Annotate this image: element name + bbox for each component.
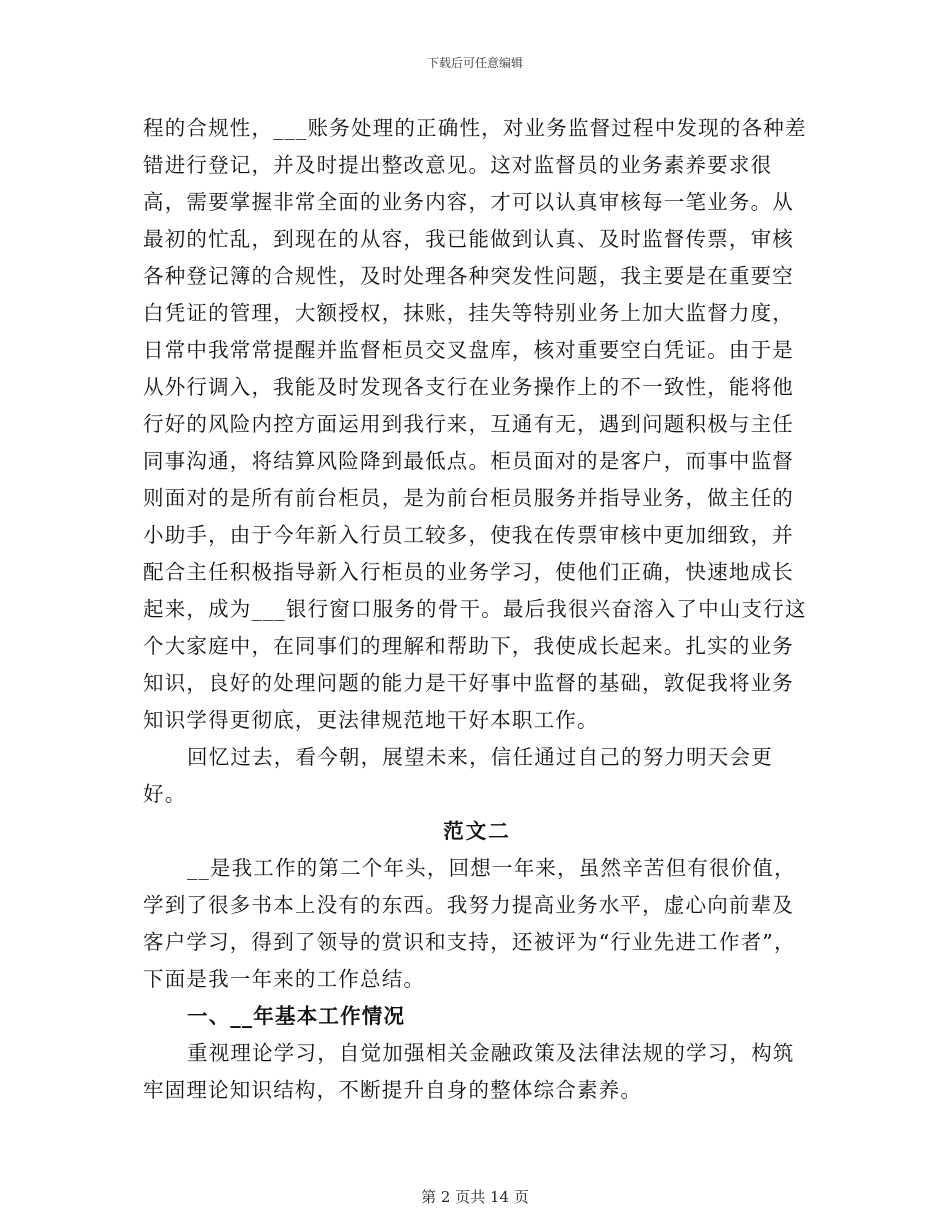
paragraph-closing: 回忆过去，看今朝，展望未来，信任通过自己的努力明天会更好。: [143, 745, 773, 806]
section-title: 范文二: [443, 819, 511, 843]
subsection-heading: 一、__年基本工作情况: [187, 1004, 406, 1028]
page-header: 下载后可任意编辑: [426, 56, 523, 70]
paragraph-theory-study: 重视理论学习，自觉加强相关金融政策及法律法规的学习，构筑牢固理论知识结构，不断提升自身的整体综合素养。: [143, 1041, 795, 1102]
paragraph-continued: 程的合规性，___账务处理的正确性，对业务监督过程中发现的各种差错进行登记，并及时提出整改意见。这对监督员的业务素养要求很高，需要掌握非常全面的业务内容，才可以认真审核每一笔业务。从最初的忙乱，到现在的从容，我已能做到认真、及时监督传票，审核各种登记簿的合规性，及时处理各种突发性问题，我主要是在重要空白凭证的管理，大额授权，抹账，挂失等特别业务上加大监督力度，日常中我常常提醒并监督柜员交叉盘库，核对重要空白凭证。由于是从外行调入，我能及时发现各支行在业务操作上的不一致性，能将他行好的风险内控方面运用到我行来，互通有无，遇到问题积极与主任同事沟通，将结算风险降到最低点。柜员面对的是客户，而事中监督则面对的是所有前台柜员，是为前台柜员服务并指导业务，做主任的小助手，由于今年新入行员工较多，使我在传票审核中更加细致，并配合主任积极指导新入行柜员的业务学习，使他们正确，快速地成长起来，成为___银行窗口服务的骨干。最后我很兴奋溶入了中山支行这个大家庭中，在同事们的理解和帮助下，我使成长起来。扎实的业务知识，良好的处理问题的能力是干好事中监督的基础，敦促我将业务知识学得更彻底，更法律规范地干好本职工作。: [143, 116, 807, 732]
document-body: [143, 110, 811, 1109]
page-footer: 第 2 页共 14 页: [421, 1188, 529, 1206]
paragraph-intro: __是我工作的第二个年头，回想一年来，虽然辛苦但有很价值，学到了很多书本上没有的东西。我努力提高业务水平，虚心向前辈及客户学习，得到了领导的赏识和支持，还被评为“行业先进工作者”，下面是我一年来的工作总结。: [143, 856, 796, 991]
